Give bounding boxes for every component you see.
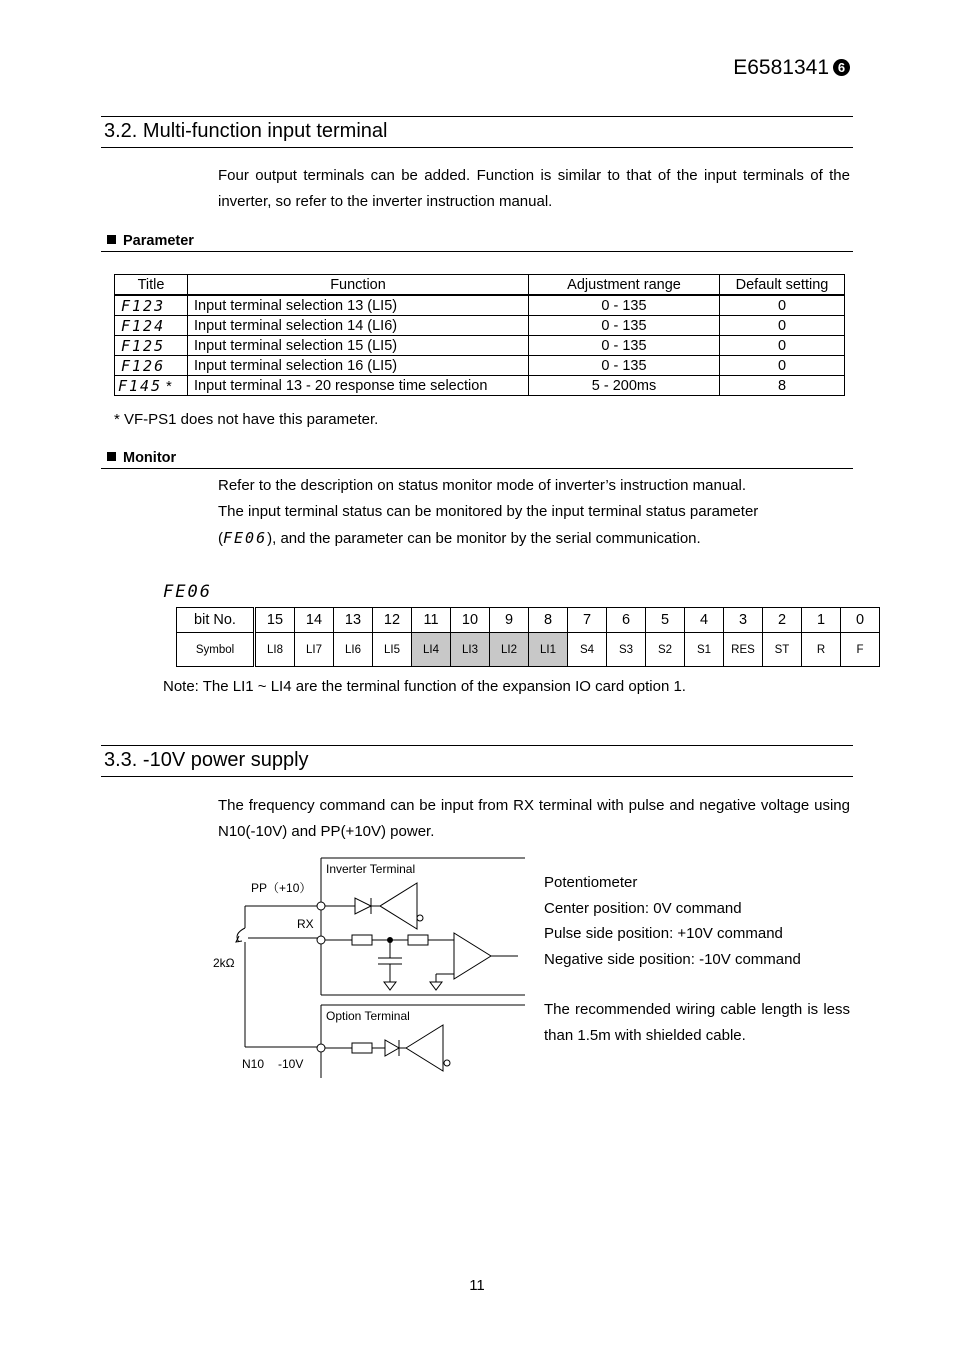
bit-number-cell: 0 xyxy=(841,608,880,633)
resistor-icon xyxy=(352,935,372,945)
ground-icon xyxy=(430,982,442,990)
param-default: 0 xyxy=(720,295,845,316)
pp-label: PP（+10） xyxy=(251,881,312,895)
col-title: Title xyxy=(115,275,188,296)
resistor-icon xyxy=(352,1043,372,1053)
resistor-label: 2kΩ xyxy=(213,956,235,970)
col-function: Function xyxy=(188,275,529,296)
comparator-icon xyxy=(454,933,491,979)
n10-voltage-label: -10V xyxy=(278,1057,304,1071)
buffer-icon xyxy=(406,1025,443,1071)
monitor-text xyxy=(218,473,850,552)
parameter-footnote: * VF-PS1 does not have this parameter. xyxy=(114,411,379,428)
fe06-label: FE06 xyxy=(163,582,212,602)
symbol-row xyxy=(177,633,880,667)
bit-number-cell: 14 xyxy=(295,608,334,633)
param-range: 5 - 200ms xyxy=(529,376,720,396)
potentiometer-pulse: Pulse side position: +10V command xyxy=(544,925,783,942)
fe06-note: Note: The LI1 ~ LI4 are the terminal function of the expansion IO card option 1. xyxy=(163,678,686,695)
bit-number-cell: 3 xyxy=(724,608,763,633)
symbol-label: Symbol xyxy=(177,633,255,667)
square-bullet-icon xyxy=(107,235,116,244)
pp-terminal xyxy=(317,902,325,910)
param-range: 0 - 135 xyxy=(529,336,720,356)
param-default: 0 xyxy=(720,316,845,336)
monitor-line-2: The input terminal status can be monitored by the input terminal status parameter xyxy=(218,503,759,520)
param-function: Input terminal selection 16 (LI5) xyxy=(188,356,529,376)
ground-icon xyxy=(384,982,396,990)
bit-number-cell: 13 xyxy=(334,608,373,633)
param-default: 8 xyxy=(720,376,845,396)
table-row xyxy=(115,316,845,336)
cable-note: The recommended wiring cable length is less than 1.5m with shielded cable. xyxy=(544,1001,850,1044)
bit-symbol-cell: S2 xyxy=(646,633,685,667)
resistor-icon xyxy=(408,935,428,945)
inverter-terminal-label: Inverter Terminal xyxy=(326,862,416,876)
option-terminal-label: Option Terminal xyxy=(326,1009,410,1023)
document-id: E6581341 6 xyxy=(733,56,850,80)
bit-number-cell: 7 xyxy=(568,608,607,633)
bit-number-cell: 6 xyxy=(607,608,646,633)
rx-terminal xyxy=(317,936,325,944)
param-title: F124 xyxy=(115,316,188,336)
param-function: Input terminal 13 - 20 response time selection xyxy=(188,376,529,396)
table-row xyxy=(115,376,845,396)
bit-symbol-cell: RES xyxy=(724,633,763,667)
bit-number-cell: 9 xyxy=(490,608,529,633)
bit-symbol-cell: LI4 xyxy=(412,633,451,667)
monitor-heading: Monitor xyxy=(101,450,853,469)
table-row xyxy=(115,336,845,356)
potentiometer-notes xyxy=(544,870,850,1048)
rx-label: RX xyxy=(297,917,314,931)
bit-number-cell: 10 xyxy=(451,608,490,633)
param-title: F125 xyxy=(115,336,188,356)
bit-symbol-cell: ST xyxy=(763,633,802,667)
monitor-line-1: Refer to the description on status monitor mode of inverter’s instruction manual. xyxy=(218,477,747,494)
param-default: 0 xyxy=(720,356,845,376)
potentiometer-center: Center position: 0V command xyxy=(544,899,742,917)
section-title-3-3: 3.3. -10V power supply xyxy=(101,745,853,777)
param-range: 0 - 135 xyxy=(529,356,720,376)
n10-label: N10 xyxy=(242,1057,265,1071)
bit-symbol-cell: LI1 xyxy=(529,633,568,667)
diode-icon xyxy=(385,1040,399,1056)
buffer-icon xyxy=(380,883,417,929)
bit-symbol-cell: F xyxy=(841,633,880,667)
table-row xyxy=(115,295,845,316)
bit-symbol-cell: LI7 xyxy=(295,633,334,667)
bit-symbol-cell: LI8 xyxy=(255,633,295,667)
diode-icon xyxy=(355,898,371,914)
bit-symbol-cell: LI2 xyxy=(490,633,529,667)
bit-symbol-cell: S3 xyxy=(607,633,646,667)
bit-symbol-cell: S4 xyxy=(568,633,607,667)
fe06-bit-table xyxy=(176,607,880,667)
param-range: 0 - 135 xyxy=(529,295,720,316)
param-function: Input terminal selection 15 (LI5) xyxy=(188,336,529,356)
param-title: F123 xyxy=(115,295,188,316)
param-default: 0 xyxy=(720,336,845,356)
bit-number-cell: 12 xyxy=(373,608,412,633)
wiring-diagram xyxy=(200,850,530,1085)
bit-symbol-cell: LI5 xyxy=(373,633,412,667)
param-title: F126 xyxy=(115,356,188,376)
potentiometer-negative: Negative side position: -10V command xyxy=(544,950,801,968)
col-default: Default setting xyxy=(720,275,845,296)
bit-number-cell: 2 xyxy=(763,608,802,633)
bit-number-cell: 5 xyxy=(646,608,685,633)
section-3-3-intro: The frequency command can be input from RX terminal with pulse and negative voltage using N10(-10V) and PP(+10V) power. xyxy=(218,797,850,840)
section-title-3-2: 3.2. Multi-function input terminal xyxy=(101,116,853,148)
param-title: F145 * xyxy=(115,376,188,396)
table-row xyxy=(115,356,845,376)
monitor-line-3: (FE06), and the parameter can be monitor by the serial communication. xyxy=(218,529,701,547)
potentiometer-title: Potentiometer xyxy=(544,874,638,891)
bit-number-row xyxy=(177,608,880,633)
bit-number-cell: 4 xyxy=(685,608,724,633)
param-range: 0 - 135 xyxy=(529,316,720,336)
square-bullet-icon xyxy=(107,452,116,461)
page-number: 11 xyxy=(469,1277,485,1294)
parameter-table xyxy=(114,274,845,396)
bit-number-cell: 11 xyxy=(412,608,451,633)
param-function: Input terminal selection 13 (LI5) xyxy=(188,295,529,316)
bit-no-label: bit No. xyxy=(177,608,255,633)
bit-symbol-cell: LI6 xyxy=(334,633,373,667)
bit-number-cell: 8 xyxy=(529,608,568,633)
param-function: Input terminal selection 14 (LI6) xyxy=(188,316,529,336)
bit-symbol-cell: R xyxy=(802,633,841,667)
bit-symbol-cell: S1 xyxy=(685,633,724,667)
parameter-heading: Parameter xyxy=(101,233,853,252)
revision-badge: 6 xyxy=(833,59,850,76)
bit-number-cell: 15 xyxy=(255,608,295,633)
section-3-2-intro: Four output terminals can be added. Function is similar to that of the input terminals of the inverter, so refer to the inverter instruction manual. xyxy=(218,167,850,210)
n10-terminal xyxy=(317,1044,325,1052)
bit-number-cell: 1 xyxy=(802,608,841,633)
parameter-table-header xyxy=(115,275,845,296)
bit-symbol-cell: LI3 xyxy=(451,633,490,667)
col-range: Adjustment range xyxy=(529,275,720,296)
